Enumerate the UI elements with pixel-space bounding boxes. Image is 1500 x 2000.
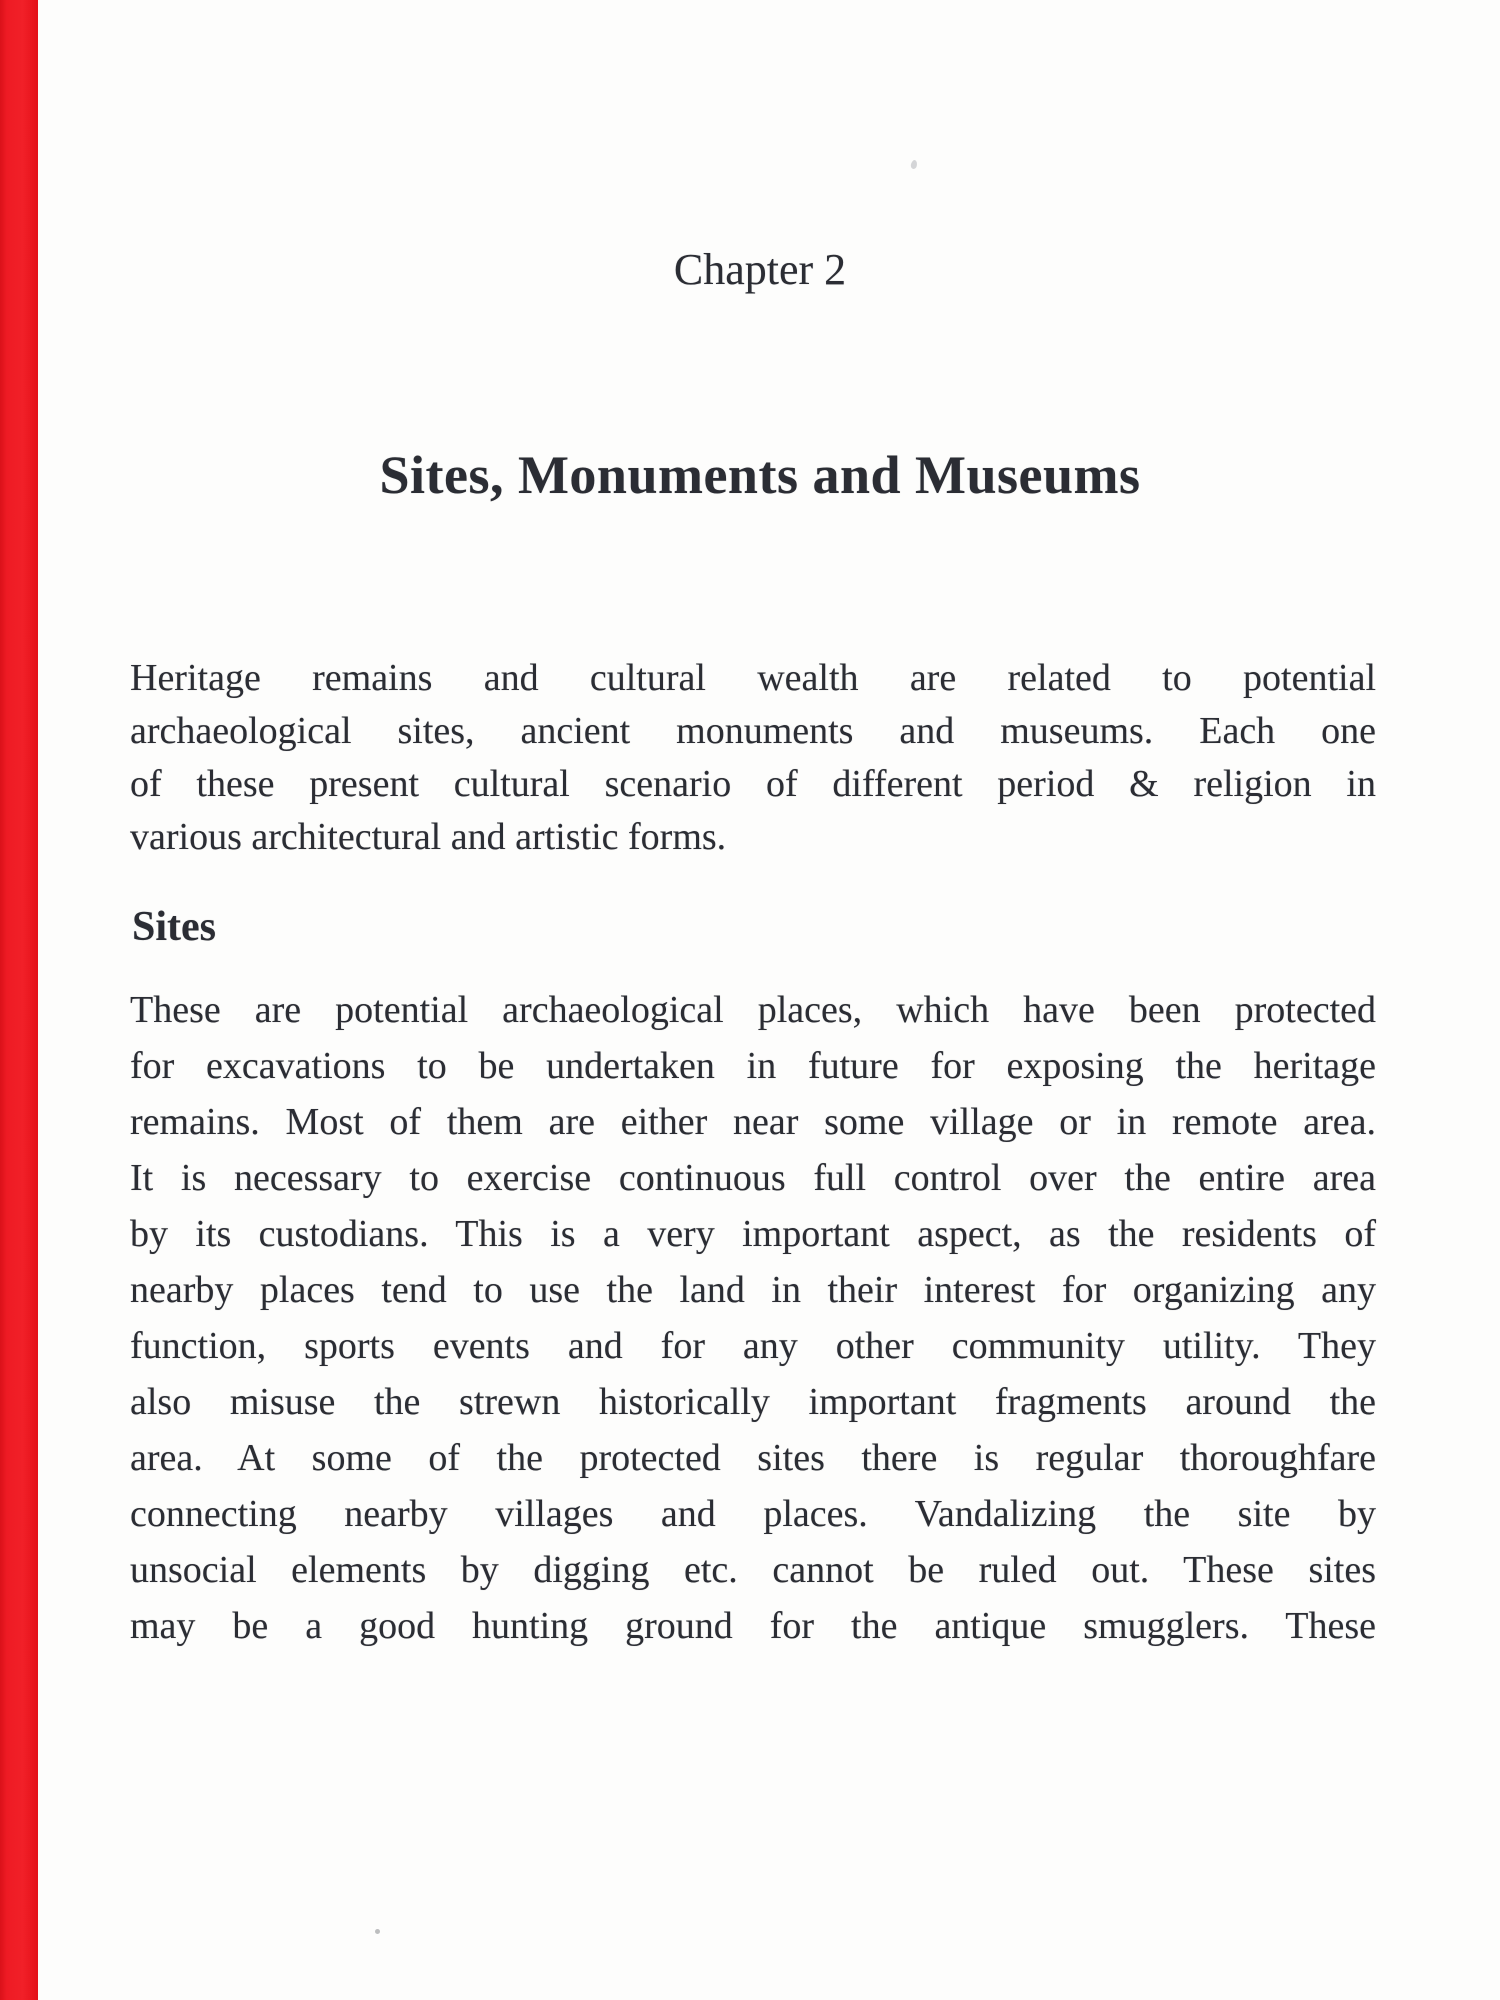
text-line: for excavations to be undertaken in future for exposing the heritage	[130, 1045, 1376, 1087]
text-line: nearby places tend to use the land in their interest for organizing any	[130, 1269, 1376, 1311]
section-heading-sites: Sites	[132, 904, 216, 950]
text-line: It is necessary to exercise continuous full control over the entire area	[130, 1157, 1376, 1199]
text-line: by its custodians. This is a very important aspect, as the residents of	[130, 1213, 1376, 1255]
text-line: These are potential archaeological places, which have been protected	[130, 989, 1376, 1031]
text-line: area. At some of the protected sites there is regular thoroughfare	[130, 1437, 1376, 1479]
text-line: connecting nearby villages and places. Vandalizing the site by	[130, 1493, 1376, 1535]
page-title: Sites, Monuments and Museums	[379, 445, 1141, 505]
text-line: Heritage remains and cultural wealth are related to potential	[130, 657, 1376, 699]
scan-speck-bottom	[375, 1929, 380, 1934]
paragraph-sites	[130, 982, 1376, 1654]
chapter-label: Chapter 2	[673, 245, 847, 294]
text-line: may be a good hunting ground for the antique smugglers. These	[130, 1605, 1376, 1647]
text-line: remains. Most of them are either near some village or in remote area.	[130, 1101, 1376, 1143]
text-line: various architectural and artistic forms.	[130, 816, 727, 858]
red-scan-edge-stripe	[0, 0, 38, 2000]
text-line: archaeological sites, ancient monuments and museums. Each one	[130, 710, 1376, 752]
text-line: also misuse the strewn historically important fragments around the	[130, 1381, 1376, 1423]
paragraph-intro	[130, 652, 1376, 864]
text-line: function, sports events and for any other community utility. They	[130, 1325, 1376, 1367]
text-line: unsocial elements by digging etc. cannot be ruled out. These sites	[130, 1549, 1376, 1591]
scan-speck-top	[910, 159, 918, 169]
text-line: of these present cultural scenario of different period & religion in	[130, 763, 1376, 805]
